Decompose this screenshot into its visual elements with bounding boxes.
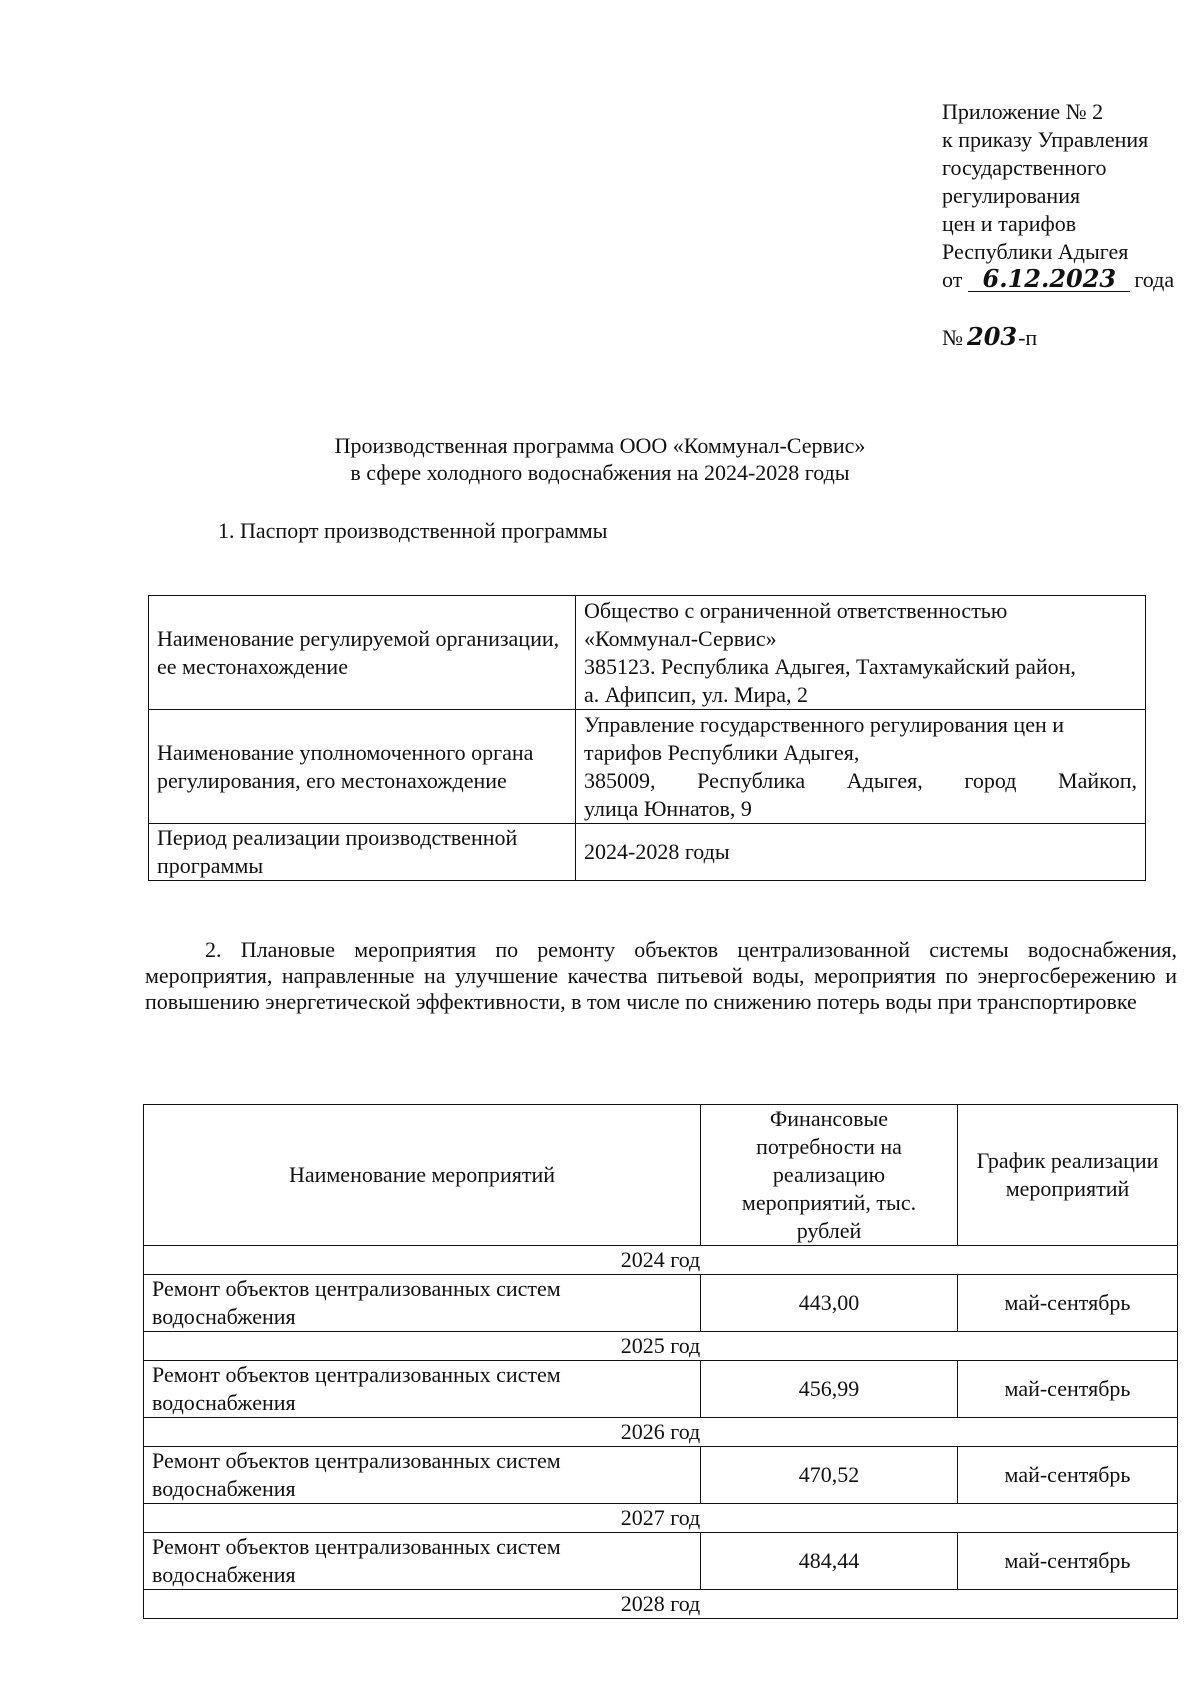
section-2-paragraph: 2. Плановые мероприятия по ремонту объектов централизованной системы водоснабжения, мероприятия, направленные на улучшение качества питьевой воды, мероприятия по энергосбережению и повышению энергетической эффективности, в том числе по снижению потерь воды при транспортировке [145,937,1177,1014]
event-amount: 443,00 [701,1275,958,1332]
passport-row [149,596,1146,710]
table-row [144,1533,1178,1590]
event-schedule: май-сентябрь [958,1275,1178,1332]
appendix-line: цен и тарифов [942,211,1077,236]
passport-label: Наименование регулируемой организации, ее местонахождение [149,596,576,710]
year-row: 2027 год [144,1504,1178,1533]
passport-value: 2024-2028 годы [576,824,1146,881]
table-row [144,1275,1178,1332]
passport-label: Период реализации производственной программы [149,824,576,881]
event-name: Ремонт объектов централизованных систем водоснабжения [144,1447,701,1504]
document-title-line-2: в сфере холодного водоснабжения на 2024-2028 годы [350,460,850,485]
event-name: Ремонт объектов централизованных систем водоснабжения [144,1533,701,1590]
year-row: 2025 год [144,1332,1178,1361]
event-schedule: май-сентябрь [958,1533,1178,1590]
appendix-line: к приказу Управления [942,127,1149,152]
passport-value: Управление государственного регулирования цен и тарифов Республики Адыгея, 385009, Республика Адыгея, город Майкоп, улица Юннатов, 9 [576,710,1146,824]
event-amount: 456,99 [701,1361,958,1418]
table-row [144,1447,1178,1504]
header-finance: Финансовые потребности на реализацию мероприятий, тыс. рублей [701,1105,958,1246]
header-name: Наименование мероприятий [144,1105,701,1246]
year-row: 2026 год [144,1418,1178,1447]
order-number [942,322,1037,351]
event-schedule: май-сентябрь [958,1361,1178,1418]
date-prefix: от [942,267,963,292]
handwritten-date: 6.12.2023 [968,267,1130,292]
handwritten-number: 203 [967,322,1018,351]
events-table [143,1104,1178,1619]
date-suffix: года [1134,267,1175,292]
events-header-row [144,1105,1178,1246]
header-schedule: График реализации мероприятий [958,1105,1178,1246]
section-1-heading: 1. Паспорт производственной программы [218,518,608,543]
table-row [144,1361,1178,1418]
event-amount: 470,52 [701,1447,958,1504]
appendix-line: регулирования [942,183,1081,208]
event-name: Ремонт объектов централизованных систем водоснабжения [144,1361,701,1418]
year-row: 2028 год [144,1590,1178,1619]
document-title-line-1: Производственная программа ООО «Коммунал-Сервис» [334,433,866,458]
event-amount: 484,44 [701,1533,958,1590]
passport-table [148,595,1146,881]
event-name: Ремонт объектов централизованных систем водоснабжения [144,1275,701,1332]
appendix-date-line [942,266,1174,294]
passport-label: Наименование уполномоченного органа регулирования, его местонахождение [149,710,576,824]
passport-value: Общество с ограниченной ответственностью «Коммунал-Сервис» 385123. Республика Адыгея, Тахтамукайский район, а. Афипсип, ул. Мира, 2 [576,596,1146,710]
passport-row [149,710,1146,824]
appendix-line: Республики Адыгея [942,239,1129,264]
passport-row [149,824,1146,881]
appendix-block [942,98,1174,294]
appendix-line: государственного [942,155,1107,180]
appendix-line: Приложение № 2 [942,99,1104,124]
number-suffix: -п [1018,325,1038,350]
number-prefix: № [942,325,963,350]
event-schedule: май-сентябрь [958,1447,1178,1504]
year-row: 2024 год [144,1246,1178,1275]
